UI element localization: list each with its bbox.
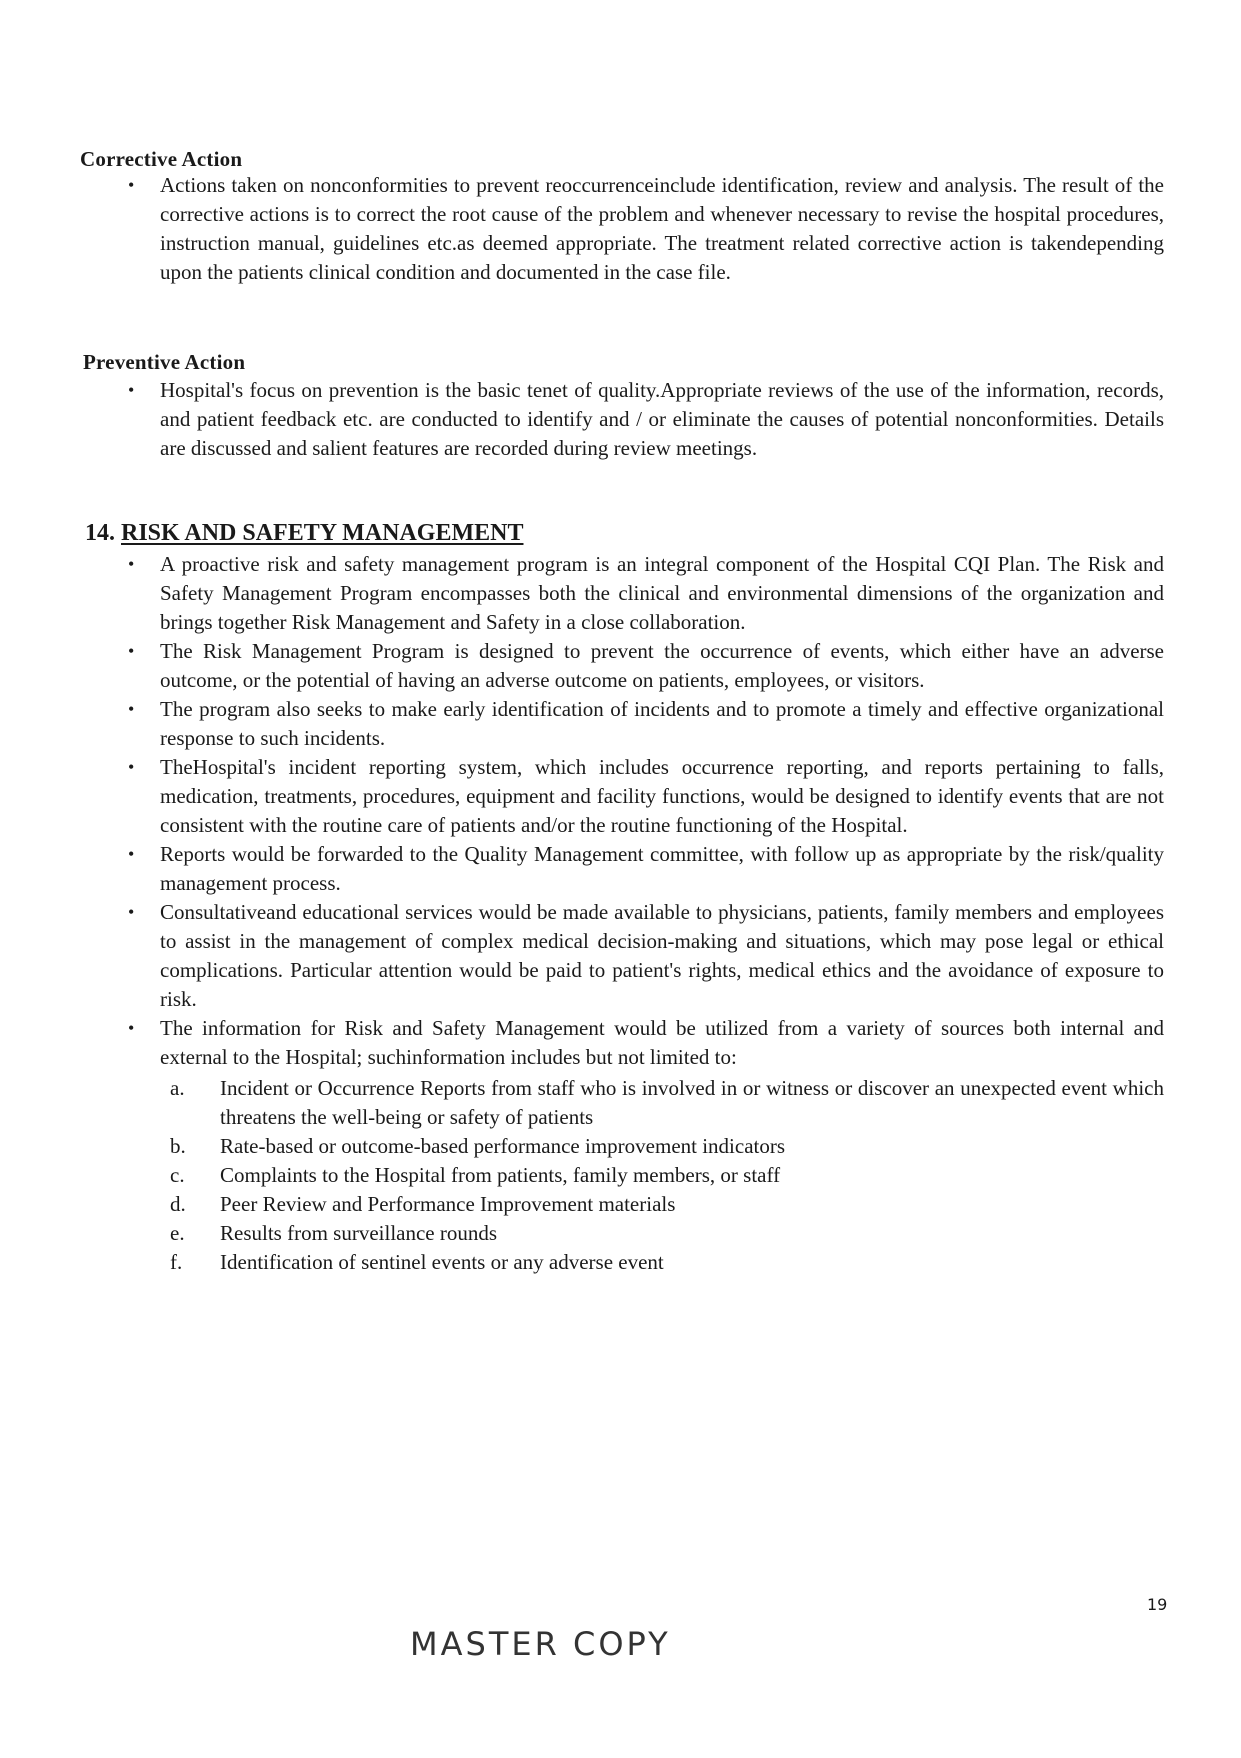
list-item-text: Hospital's focus on prevention is the basic tenet of quality.Appropriate reviews of the use of the information, records, and patient feedback etc. are conducted to identify and / or eliminate the causes of potential nonconformities. Details are discussed and salient features are recorded during review meetings. <box>160 378 1164 460</box>
section-heading <box>85 520 523 547</box>
list-item-text: Consultativeand educational services would be made available to physicians, patients, family members and employees to assist in the management of complex medical decision-making and situations, which may pose legal or ethical complications. Particular attention would be paid to patient's rights, medical ethics and the avoidance of exposure to risk. <box>160 900 1164 1011</box>
list-item-text: A proactive risk and safety management program is an integral component of the Hospital CQI Plan. The Risk and Safety Management Program encompasses both the clinical and environmental dimensions of the organization and brings together Risk Management and Safety in a close collaboration. <box>160 552 1164 634</box>
sub-list-marker: f. <box>170 1250 183 1274</box>
list-item <box>128 637 1164 695</box>
bullet-icon: • <box>128 554 135 574</box>
list-item-text: TheHospital's incident reporting system, which includes occurrence reporting, and reports pertaining to falls, medication, treatments, procedures, equipment and facility functions, would be designed to identify events that are not consistent with the routine care of patients and/or the routine functioning of the Hospital. <box>160 755 1164 837</box>
sub-list-marker: a. <box>170 1076 185 1100</box>
list-item <box>128 1014 1164 1277</box>
list-item-text: The information for Risk and Safety Management would be utilized from a variety of sources both internal and external to the Hospital; suchinformation includes but not limited to: <box>160 1016 1164 1069</box>
sub-list-item <box>170 1161 1164 1190</box>
list-item-text: The program also seeks to make early identification of incidents and to promote a timely and effective organizational response to such incidents. <box>160 697 1164 750</box>
list-item <box>128 550 1164 637</box>
bullet-icon: • <box>128 699 135 719</box>
sub-list-item <box>170 1219 1164 1248</box>
list-item-text: Actions taken on nonconformities to prevent reoccurrenceinclude identification, review and analysis. The result of the corrective actions is to correct the root cause of the problem and whenever necessary to revise the hospital procedures, instruction manual, guidelines etc.as deemed appropriate. The treatment related corrective action is takendepending upon the patients clinical condition and documented in the case file. <box>160 173 1164 284</box>
bullet-icon: • <box>128 757 135 777</box>
information-sources-list <box>160 1074 1164 1277</box>
bullet-icon: • <box>128 902 135 922</box>
sub-list-item-text: Incident or Occurrence Reports from staff who is involved in or witness or discover an unexpected event which threatens the well-being or safety of patients <box>220 1076 1164 1129</box>
list-item-text: The Risk Management Program is designed to prevent the occurrence of events, which either have an adverse outcome, or the potential of having an adverse outcome on patients, employees, or visitors. <box>160 639 1164 692</box>
bullet-icon: • <box>128 844 135 864</box>
list-item <box>128 898 1164 1014</box>
sub-list-item-text: Complaints to the Hospital from patients, family members, or staff <box>220 1163 781 1187</box>
section-title: RISK AND SAFETY MANAGEMENT <box>121 520 524 546</box>
sub-list-marker: d. <box>170 1192 186 1216</box>
risk-safety-list <box>128 550 1164 1277</box>
sub-list-marker: b. <box>170 1134 186 1158</box>
sub-list-item <box>170 1190 1164 1219</box>
bullet-icon: • <box>128 641 135 661</box>
sub-list-item-text: Results from surveillance rounds <box>220 1221 498 1245</box>
bullet-icon: • <box>128 175 135 195</box>
page-number: 19 <box>1147 1595 1168 1614</box>
bullet-icon: • <box>128 1018 135 1038</box>
list-item <box>128 753 1164 840</box>
preventive-action-list <box>128 376 1164 463</box>
list-item <box>128 695 1164 753</box>
sub-list-item-text: Identification of sentinel events or any adverse event <box>220 1250 664 1274</box>
section-number: 14. <box>85 520 115 546</box>
sub-list-item <box>170 1248 1164 1277</box>
sub-list-item <box>170 1132 1164 1161</box>
master-copy-stamp: MASTER COPY <box>410 1625 671 1663</box>
list-item <box>128 171 1164 287</box>
corrective-action-heading: Corrective Action <box>80 147 243 171</box>
bullet-icon: • <box>128 380 135 400</box>
sub-list-marker: e. <box>170 1221 185 1245</box>
sub-list-item-text: Rate-based or outcome-based performance improvement indicators <box>220 1134 786 1158</box>
sub-list-marker: c. <box>170 1163 185 1187</box>
list-item <box>128 840 1164 898</box>
sub-list-item <box>170 1074 1164 1132</box>
list-item <box>128 376 1164 463</box>
corrective-action-list <box>128 171 1164 287</box>
list-item-text: Reports would be forwarded to the Quality Management committee, with follow up as appropriate by the risk/quality management process. <box>160 842 1164 895</box>
sub-list-item-text: Peer Review and Performance Improvement materials <box>220 1192 676 1216</box>
preventive-action-heading: Preventive Action <box>83 350 246 374</box>
